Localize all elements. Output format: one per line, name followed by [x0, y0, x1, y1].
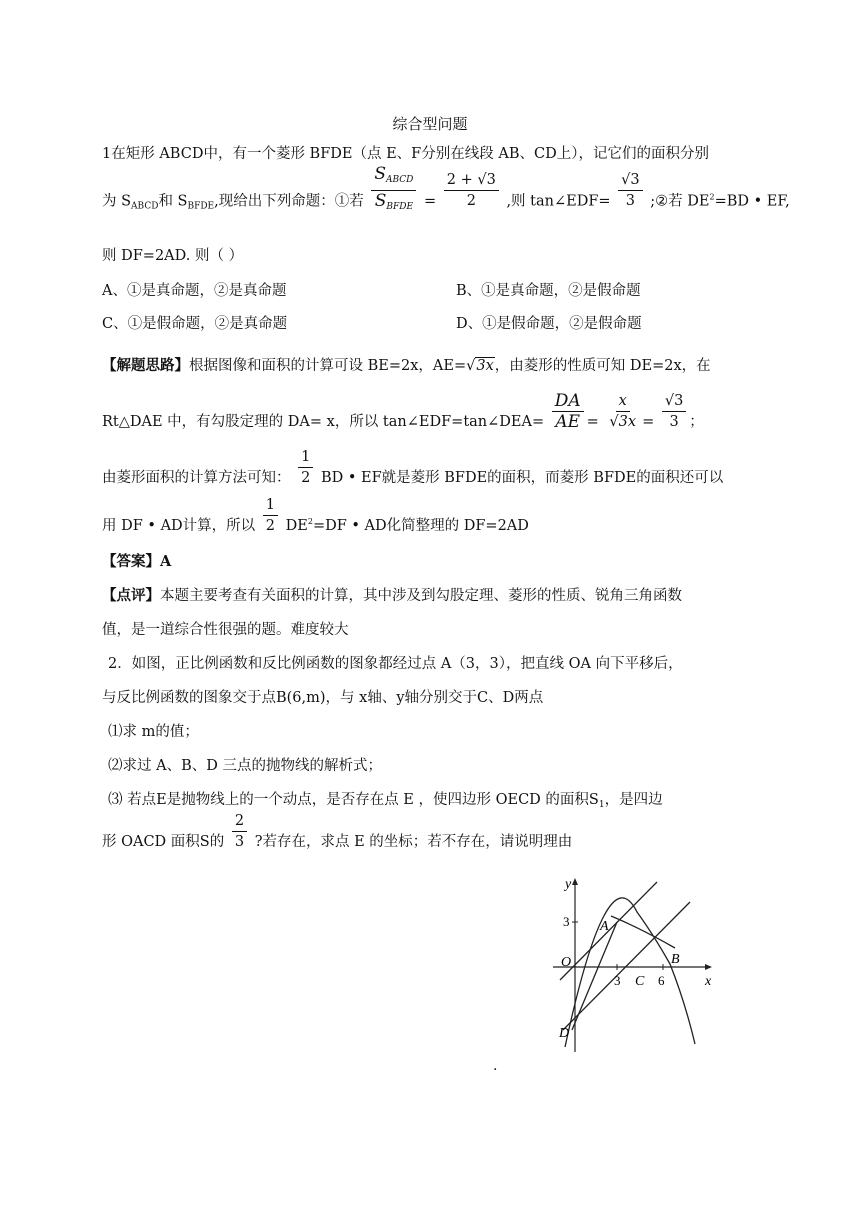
y-tick-3: 3: [563, 914, 570, 929]
option-a: A、①是真命题，②是真命题: [102, 283, 287, 299]
option-b: B、①是真命题，②是假命题: [456, 283, 641, 299]
point-d-label: D: [559, 1026, 570, 1041]
y-axis-label: y: [565, 877, 572, 892]
half-fraction-2: $\frac{1}{2}$: [263, 495, 278, 536]
area-ratio-fraction: $\frac{S_{ABCD}}{S_{BFDE}}$: [371, 164, 416, 217]
q1-line-3: 则 DF=2AD. 则（ ）: [102, 248, 244, 264]
two-thirds-fraction: $\frac{2}{3}$: [232, 811, 247, 852]
solution-line-2: Rt△DAE 中，有勾股定理的 DA= x，所以 tan∠EDF=tan∠DEA= $\frac{DA}{AE}$ = $\frac{x}{√3x}$ = $\frac{√3}{3}$ ；: [102, 390, 704, 432]
q2-sub-3: ⑶ 若点E是抛物线上的一个动点，是否存在点 E ，使四边形 OECD 的面积$S_1$，是四边: [108, 792, 663, 810]
y-axis-arrow-icon: [572, 878, 578, 885]
page-title: 综合型问题: [392, 115, 468, 133]
q2-line-1: 2．如图，正比例函数和反比例函数的图象都经过点 A（3，3），把直线 OA 向下平移后，: [108, 656, 683, 672]
solution-line-1: 【解题思路】根据图像和面积的计算可设 BE=2x，AE=√3x，由菱形的性质可知 DE=2x，在: [102, 357, 711, 374]
origin-label: O: [561, 955, 572, 970]
tan-value-fraction: $\frac{√3}{3}$: [618, 170, 642, 211]
option-d: D、①是假命题，②是假命题: [456, 316, 642, 332]
sqrt-3x: √3x: [466, 358, 494, 374]
point-c-label: C: [635, 974, 645, 989]
x-axis-arrow-icon: [705, 964, 712, 970]
x-tick-3: 3: [614, 973, 621, 988]
function-graph-figure: [545, 872, 725, 1057]
q2-sub-2: ⑵求过 A、B、D 三点的抛物线的解析式；: [108, 758, 382, 774]
point-a-label: A: [600, 919, 609, 934]
solution-line-4: 用 DF • AD计算，所以 $\frac{1}{2}$ $DE^2=DF$ • AD化简整理的 DF=2AD: [102, 496, 529, 534]
review-line-1: 【点评】本题主要考查有关面积的计算，其中涉及到勾股定理、菱形的性质、锐角三角函数: [102, 587, 682, 604]
review-line-2: 值，是一道综合性很强的题。难度较大: [102, 622, 349, 638]
x-axis-label: x: [705, 974, 712, 989]
footer-dot: .: [493, 1058, 498, 1074]
x-tick-6: 6: [658, 973, 665, 988]
answer: 【答案】A: [102, 553, 172, 570]
ratio-value-fraction: $\frac{2 + √3}{2}$: [444, 170, 499, 211]
solution-line-3: 由菱形面积的计算方法可知： $\frac{1}{2}$ BD • EF就是菱形 BFDE的面积，而菱形 BFDE的面积还可以: [102, 448, 724, 486]
half-fraction: $\frac{1}{2}$: [298, 447, 313, 488]
q2-line-2: 与反比例函数的图象交于点B(6,m)，与 x轴、y轴分别交于C、D两点: [102, 690, 544, 706]
q1-line-2: 为 $S_{ABCD}$和 $S_{BFDE}$,现给出下列命题：①若 $\frac{S_{ABCD}}{S_{BFDE}}$ = $\frac{2 + √3}{2}$ ,则 tan∠EDF= $\frac{√3}{3}$ ;②若 $DE^2=BD$ • EF,: [102, 186, 790, 217]
x-sqrt3x-fraction: $\frac{x}{√3x}$: [609, 392, 637, 430]
point-b-label: B: [671, 952, 680, 967]
sqrt3-3-fraction: $\frac{√3}{3}$: [662, 391, 686, 432]
da-ae-fraction: $\frac{DA}{AE}$: [552, 391, 584, 432]
parabola: [565, 898, 695, 1047]
q2-sub-1: ⑴求 m的值；: [108, 724, 199, 740]
q2-line-4: 形 OACD 面积S的 $\frac{2}{3}$ ?若存在，求点 E 的坐标；若不存在，请说明理由: [102, 812, 573, 850]
q1-line-1: 1在矩形 ABCD中，有一个菱形 BFDE（点 E、F分别在线段 AB、CD上），记它们的面积分别: [102, 146, 709, 162]
option-c: C、①是假命题，②是真命题: [102, 316, 288, 332]
